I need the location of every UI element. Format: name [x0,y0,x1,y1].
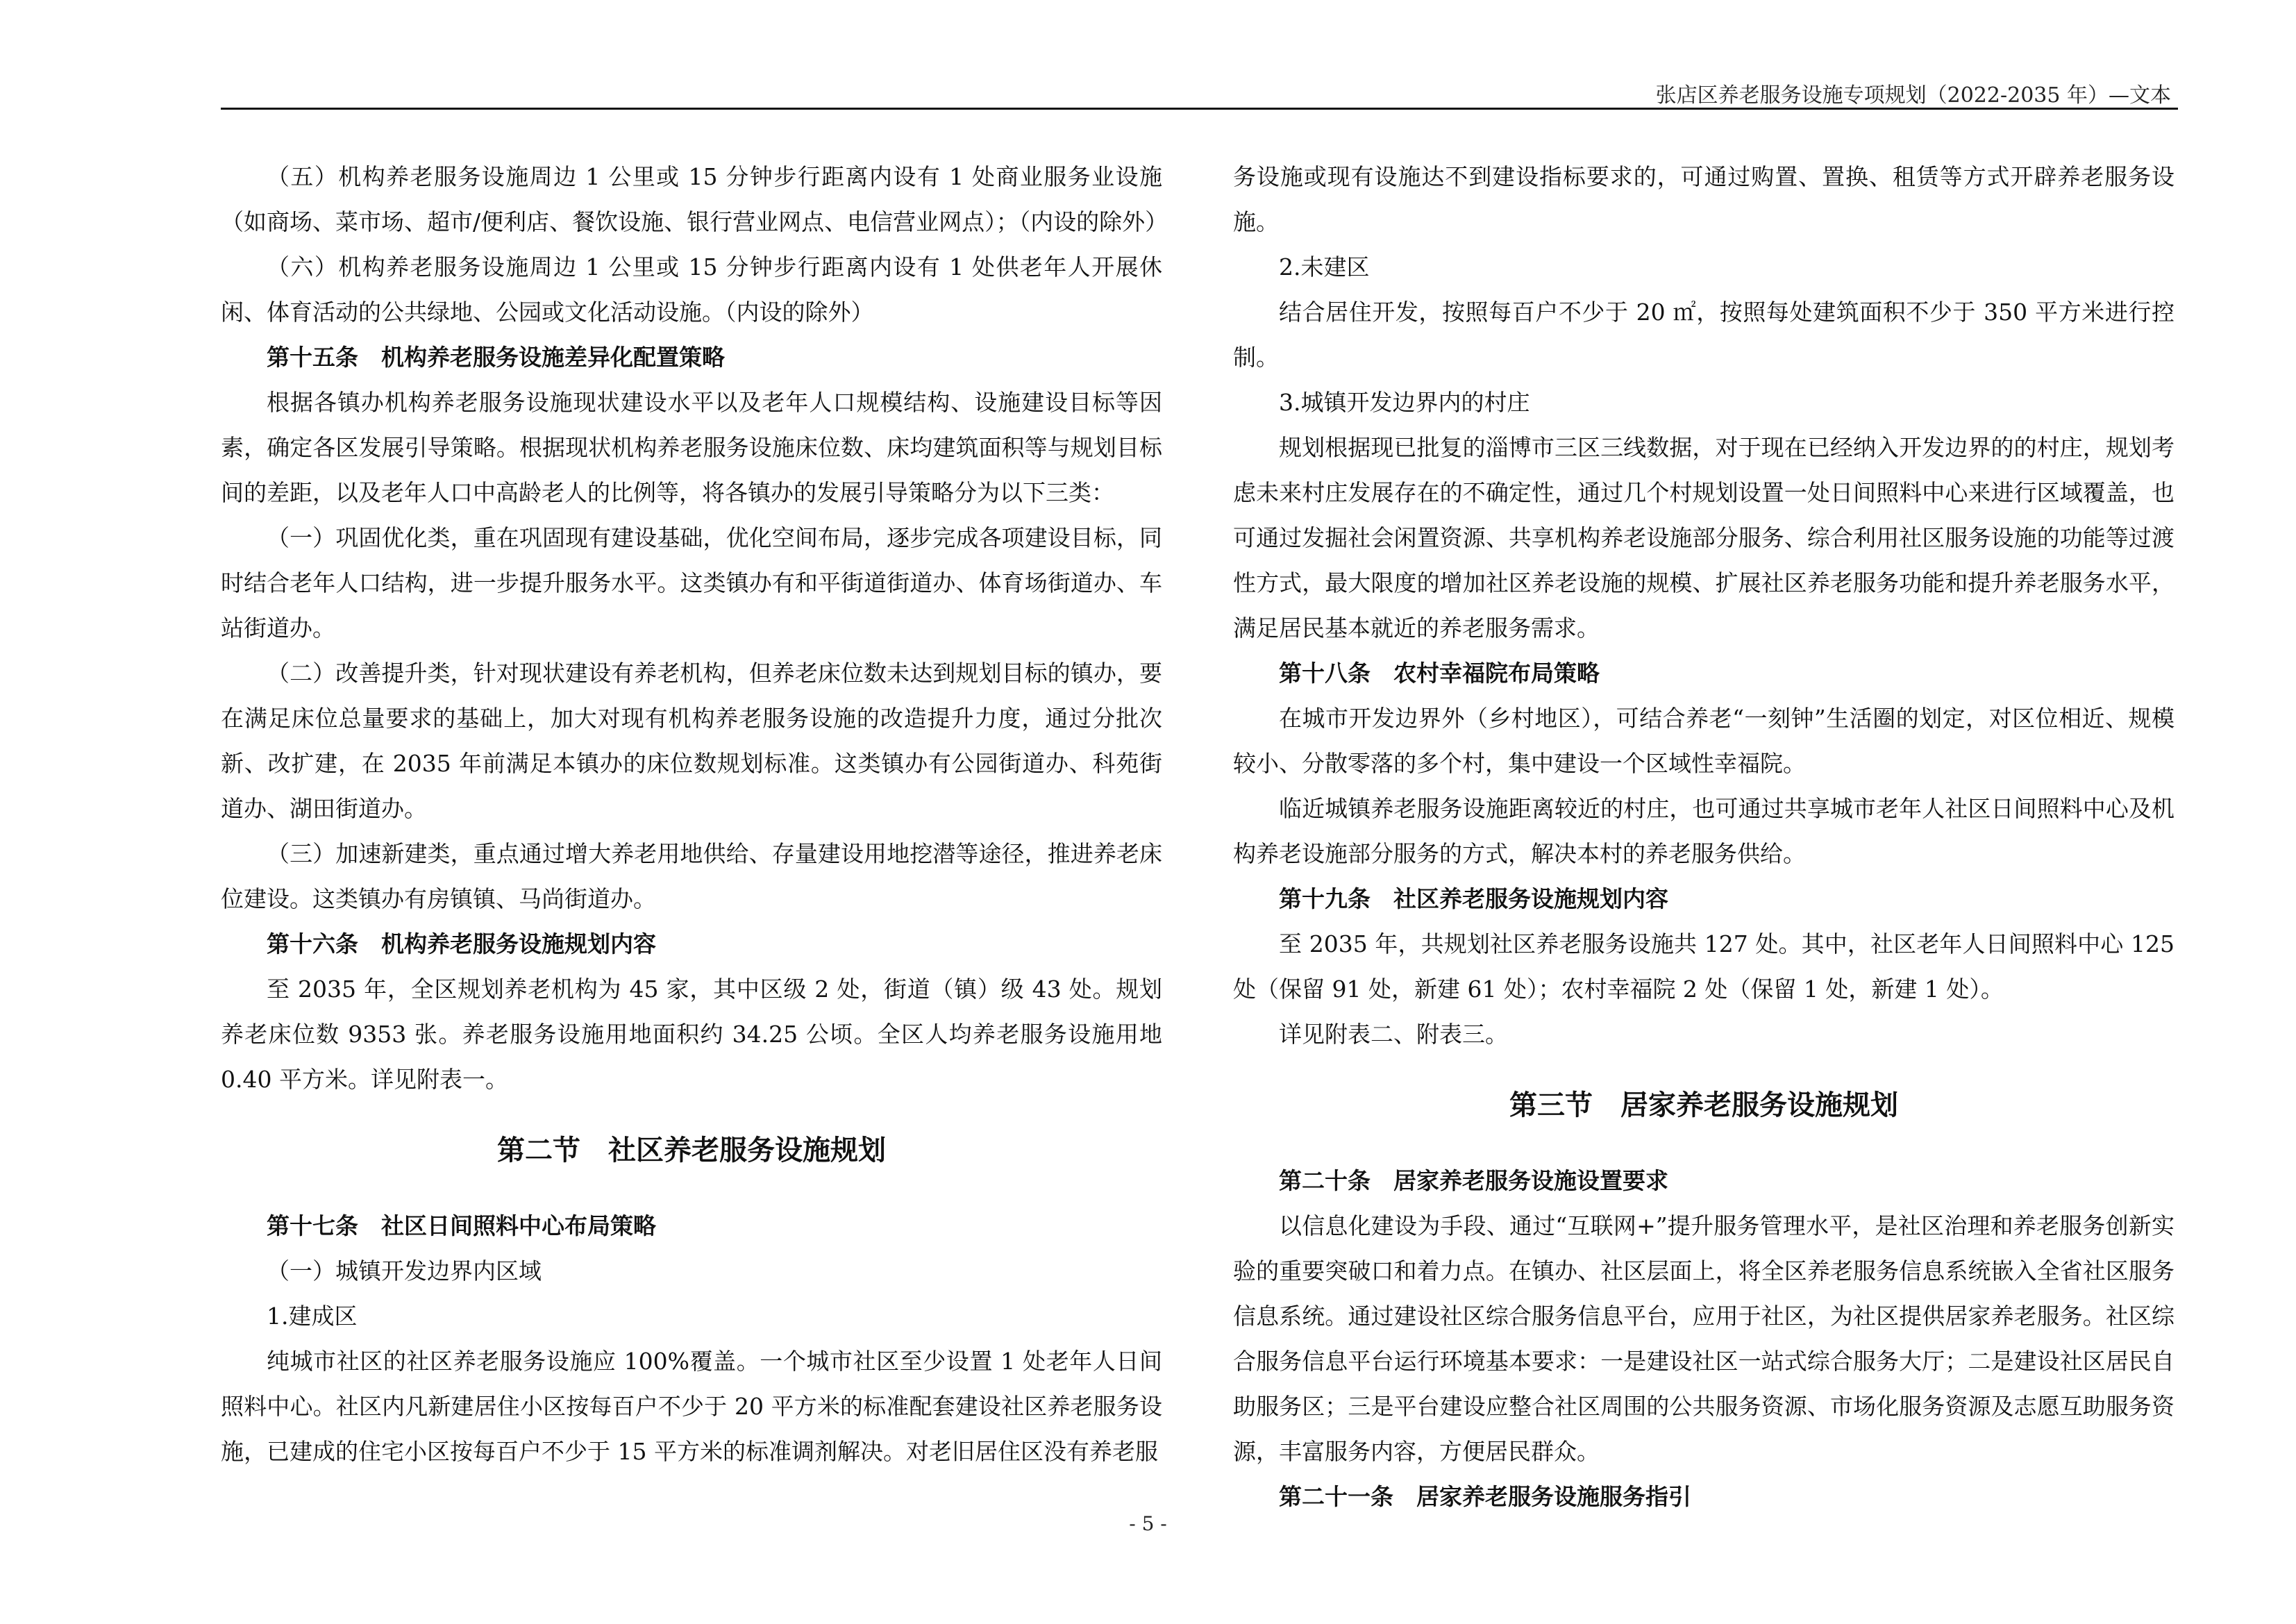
page-number: - 5 - [1129,1512,1167,1535]
section-heading: 第三节 居家养老服务设施规划 [1509,1089,1898,1121]
paragraph: 至 2035 年，共规划社区养老服务设施共 127 处。其中，社区老年人日间照料中心 125 处（保留 91 处，新建 61 处）；农村幸福院 2 处（保留 1 处，新建 1 处）。 [1233,930,2175,1003]
paragraph: （二）改善提升类，针对现状建设有养老机构，但养老床位数未达到规划目标的镇办，要在满足床位总量要求的基础上，加大对现有机构养老服务设施的改造提升力度，通过分批次新、改扩建，在 2035 年前满足本镇办的床位数规划标准。这类镇办有公园街道办、科苑街道办、湖田街道办。 [221,660,1162,822]
article-heading: 第十八条 农村幸福院布局策略 [1279,660,1600,687]
paragraph: （六）机构养老服务设施周边 1 公里或 15 分钟步行距离内设有 1 处供老年人开展休闲、体育活动的公共绿地、公园或文化活动设施。（内设的除外） [221,253,1162,326]
paragraph: 以信息化建设为手段、通过“互联网+”提升服务管理水平，是社区治理和养老服务创新实验的重要突破口和着力点。在镇办、社区层面上，将全区养老服务信息系统嵌入全省社区服务信息系统。通过建设社区综合服务信息平台，应用于社区，为社区提供居家养老服务。社区综合服务信息平台运行环境基本要求：一是建设社区一站式综合服务大厅；二是建设社区居民自助服务区；三是平台建设应整合社区周围的公共服务资源、市场化服务资源及志愿互助服务资源，丰富服务内容，方便居民群众。 [1233,1212,2175,1465]
paragraph: 临近城镇养老服务设施距离较近的村庄，也可通过共享城市老年人社区日间照料中心及机构养老设施部分服务的方式，解决本村的养老服务供给。 [1233,795,2175,867]
article-heading: 第二十一条 居家养老服务设施服务指引 [1279,1483,1691,1510]
article-heading: 第二十条 居家养老服务设施设置要求 [1279,1167,1668,1194]
paragraph: 根据各镇办机构养老服务设施现状建设水平以及老年人口规模结构、设施建设目标等因素，确定各区发展引导策略。根据现状机构养老服务设施床位数、床均建筑面积等与规划目标间的差距，以及老年人口中高龄老人的比例等，将各镇办的发展引导策略分为以下三类： [221,389,1162,506]
section-heading: 第二节 社区养老服务设施规划 [497,1134,886,1166]
paragraph: 规划根据现已批复的淄博市三区三线数据，对于现在已经纳入开发边界的的村庄，规划考虑未来村庄发展存在的不确定性，通过几个村规划设置一处日间照料中心来进行区域覆盖，也可通过发掘社会闲置资源、共享机构养老设施部分服务、综合利用社区服务设施的功能等过渡性方式，最大限度的增加社区养老设施的规模、扩展社区养老服务功能和提升养老服务水平，满足居民基本就近的养老服务需求。 [1233,434,2175,642]
article-heading: 第十六条 机构养老服务设施规划内容 [267,930,656,957]
paragraph: 务设施或现有设施达不到建设指标要求的，可通过购置、置换、租赁等方式开辟养老服务设施。 [1233,163,2175,235]
paragraph: （三）加速新建类，重点通过增大养老用地供给、存量建设用地挖潜等途径，推进养老床位建设。这类镇办有房镇镇、马尚街道办。 [221,840,1162,912]
paragraph: （五）机构养老服务设施周边 1 公里或 15 分钟步行距离内设有 1 处商业服务业设施（如商场、菜市场、超市/便利店、餐饮设施、银行营业网点、电信营业网点）；（内设的除外） [221,163,1168,235]
paragraph: （一）城镇开发边界内区域 [267,1257,542,1284]
paragraph: 纯城市社区的社区养老服务设施应 100%覆盖。一个城市社区至少设置 1 处老年人日间照料中心。社区内凡新建居住小区按每百户不少于 20 平方米的标准配套建设社区养老服务设施，已建成的住宅小区按每百户不少于 15 平方米的标准调剂解决。对老旧居住区没有养老服 [221,1348,1162,1465]
paragraph: 结合居住开发，按照每百户不少于 20 ㎡，按照每处建筑面积不少于 350 平方米进行控制。 [1233,299,2175,371]
paragraph: 3.城镇开发边界内的村庄 [1279,389,1530,416]
paragraph: 1.建成区 [267,1303,358,1330]
header-divider [221,108,2178,110]
left-column [221,154,1168,1474]
paragraph: 至 2035 年，全区规划养老机构为 45 家，其中区级 2 处，街道（镇）级 43 处。规划养老床位数 9353 张。养老服务设施用地面积约 34.25 公顷。全区人均养老服务设施用地 0.40 平方米。详见附表一。 [221,976,1162,1093]
paragraph: 2.未建区 [1279,253,1370,281]
right-column [1233,154,2175,1519]
paragraph: 详见附表二、附表三。 [1279,1021,1508,1048]
article-heading: 第十五条 机构养老服务设施差异化配置策略 [267,344,725,371]
article-heading: 第十九条 社区养老服务设施规划内容 [1279,885,1668,912]
paragraph: （一）巩固优化类，重在巩固现有建设基础，优化空间布局，逐步完成各项建设目标，同时结合老年人口结构，进一步提升服务水平。这类镇办有和平街道街道办、体育场街道办、车站街道办。 [221,524,1162,642]
header-title: 张店区养老服务设施专项规划（2022-2035 年）—文本 [1655,83,2171,108]
article-heading: 第十七条 社区日间照料中心布局策略 [267,1212,656,1239]
paragraph: 在城市开发边界外（乡村地区），可结合养老“一刻钟”生活圈的划定，对区位相近、规模较小、分散零落的多个村，集中建设一个区域性幸福院。 [1233,705,2175,777]
